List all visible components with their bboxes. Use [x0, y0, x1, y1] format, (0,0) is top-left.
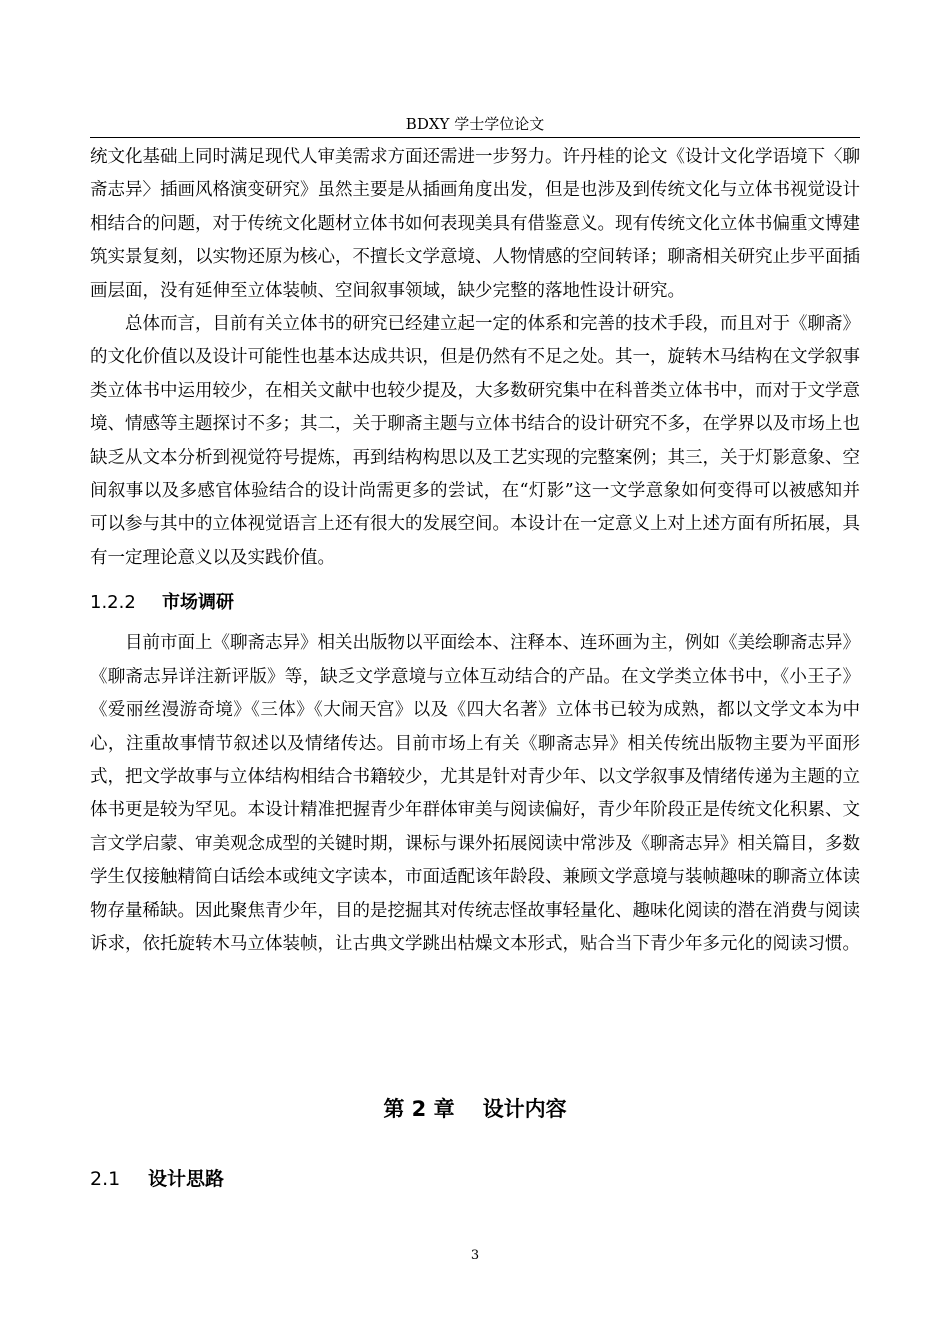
chapter-heading [90, 1094, 860, 1124]
paragraph-3: 目前市面上《聊斋志异》相关出版物以平面绘本、注释本、连环画为主，例如《美绘聊斋志异》《聊斋志异详注新评版》等，缺乏文学意境与立体互动结合的产品。在文学类立体书中，《小王子》《爱丽丝漫游奇境》《三体》《大闹天宫》以及《四大名著》立体书已较为成熟，都以文学文本为中心，注重故事情节叙述以及情绪传达。目前市场上有关《聊斋志异》相关传统出版物主要为平面形式，把文学故事与立体结构相结合书籍较少，尤其是针对青少年、以文学叙事及情绪传递为主题的立体书更是较为罕见。本设计精准把握青少年群体审美与阅读偏好，青少年阶段正是传统文化积累、文言文学启蒙、审美观念成型的关键时期，课标与课外拓展阅读中常涉及《聊斋志异》相关篇目，多数学生仅接触精简白话绘本或纯文字读本，市面适配该年龄段、兼顾文学意境与装帧趣味的聊斋立体读物存量稀缺。因此聚焦青少年，目的是挖掘其对传统志怪故事轻量化、趣味化阅读的潜在消费与阅读诉求，依托旋转木马立体装帧，让古典文学跳出枯燥文本形式，贴合当下青少年多元化的阅读习惯。 [90, 633, 860, 954]
paragraph-1: 统文化基础上同时满足现代人审美需求方面还需进一步努力。许丹桂的论文《设计文化学语境下〈聊斋志异〉插画风格演变研究》虽然主要是从插画角度出发，但是也涉及到传统文化与立体书视觉设计相结合的问题，对于传统文化题材立体书如何表现美具有借鉴意义。现有传统文化立体书偏重文博建筑实景复刻，以实物还原为核心，不擅长文学意境、人物情感的空间转译；聊斋相关研究止步平面插画层面，没有延伸至立体装帧、空间叙事领域，缺少完整的落地性设计研究。 [90, 147, 860, 301]
running-header: BDXY 学士学位论文 [405, 115, 545, 133]
chapter-title: 设计内容 [482, 1097, 567, 1121]
subsection-number: 1.2.2 [90, 592, 136, 614]
subsection-heading [90, 589, 860, 617]
subsection-title: 市场调研 [162, 592, 234, 614]
section-heading [90, 1164, 860, 1194]
paragraph-2: 总体而言，目前有关立体书的研究已经建立起一定的体系和完善的技术手段，而且对于《聊斋》的文化价值以及设计可能性也基本达成共识，但是仍然有不足之处。其一，旋转木马结构在文学叙事类立体书中运用较少，在相关文献中也较少提及，大多数研究集中在科普类立体书中，而对于文学意境、情感等主题探讨不多；其二，关于聊斋主题与立体书结合的设计研究不多，在学界以及市场上也缺乏从文本分析到视觉符号提炼，再到结构构思以及工艺实现的完整案例；其三，关于灯影意象、空间叙事以及多感官体验结合的设计尚需更多的尝试，在“灯影”这一文学意象如何变得可以被感知并可以参与其中的立体视觉语言上还有很大的发展空间。本设计在一定意义上对上述方面有所拓展，具有一定理论意义以及实践价值。 [90, 314, 860, 568]
body-text [90, 141, 860, 961]
section-number: 2.1 [90, 1168, 121, 1190]
header-rule [90, 137, 860, 138]
section-title: 设计思路 [148, 1168, 225, 1190]
page-number: 3 [470, 1248, 480, 1263]
chapter-number: 第 2 章 [383, 1097, 455, 1121]
